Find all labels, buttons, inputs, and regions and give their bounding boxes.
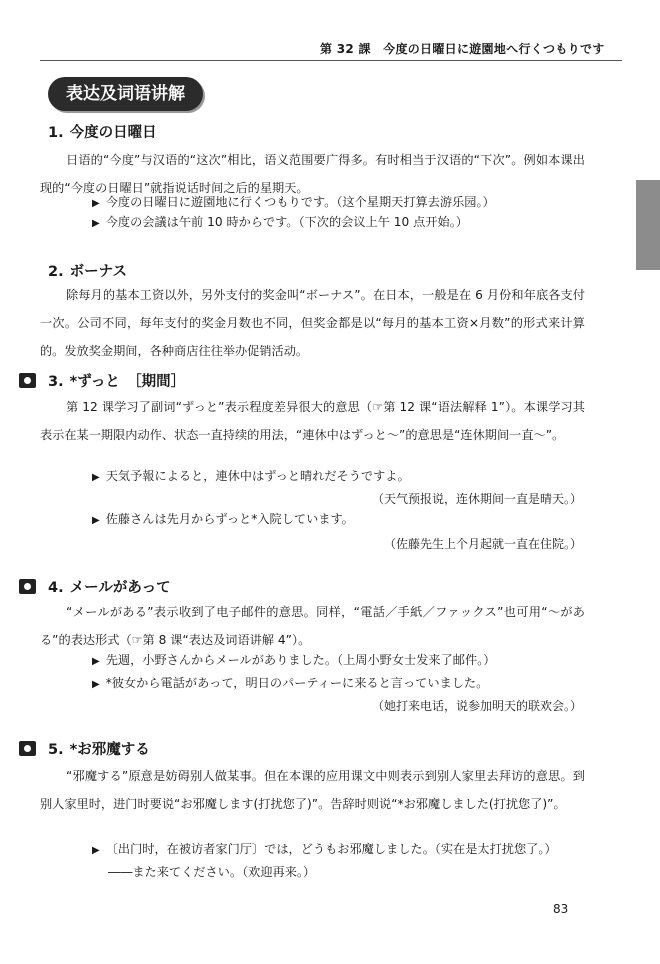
section-2-title: ボーナス: [69, 264, 128, 280]
section-4-title: メールがあって: [69, 580, 171, 596]
bullet-arrow-icon: ▶: [92, 845, 100, 856]
section-1-heading: [48, 121, 157, 142]
translation-3-1: （天气预报说，连休期间一直是晴天。）: [371, 492, 582, 506]
section-4-paragraph: “メールがある”表示收到了电子邮件的意思。同样，“電話／手紙／ファックス”也可用“～がある”的表达形式（☞第 8 课“表达及词语讲解 4”）。: [40, 605, 585, 647]
side-tab: [636, 180, 660, 270]
bullet-arrow-icon: ▶: [92, 515, 100, 526]
section-title: 表达及词语讲解: [48, 77, 203, 111]
example-5-2: ――また来てください。（欢迎再来。）: [108, 865, 316, 879]
bullet-arrow-icon: ▶: [92, 198, 100, 209]
section-3-title: *ずっと ［期間］: [69, 374, 186, 390]
section-3-number: 3.: [48, 374, 64, 390]
section-2-heading: [48, 260, 127, 281]
section-2-paragraph: 除每月的基本工资以外，另外支付的奖金叫“ボーナス”。在日本，一般是在 6 月份和年底各支付一次。公司不同，每年支付的奖金月数也不同，但奖金都是以“每月的基本工资×月数”的形式来计算的。发放奖金期间，各种商店往往举办促销活动。: [40, 288, 585, 358]
section-5-paragraph: “邪魔する”原意是妨碍别人做某事。但在本课的应用课文中则表示到别人家里去拜访的意思。到别人家里时，进门时要说“お邪魔します(打扰您了)”。告辞时则说“*お邪魔しました(打扰您了)”。: [40, 769, 585, 811]
example-3-2: ▶ 佐藤さんは先月からずっと*入院しています。: [92, 512, 354, 526]
section-5-heading: [48, 738, 150, 759]
section-3-paragraph: 第 12 课学习了副词“ずっと”表示程度差异很大的意思（☞第 12 课“语法解释 1”）。本课学习其表示在某一期限内动作、状态一直持续的用法，“連休中はずっと～”的意思是“连休期间一直～”。: [40, 400, 585, 442]
section-5-number: 5.: [48, 742, 64, 758]
cd-audio-icon: [19, 579, 36, 594]
example-4-1: ▶ 先週，小野さんからメールがありました。（上周小野女士发来了邮件。）: [92, 653, 496, 667]
bullet-arrow-icon: ▶: [92, 656, 100, 667]
page-header: 第 32 課 今度の日曜日に遊園地へ行くつもりです: [320, 42, 605, 56]
bullet-arrow-icon: ▶: [92, 472, 100, 483]
header-rule: [40, 60, 622, 61]
bullet-arrow-icon: ▶: [92, 679, 100, 690]
translation-3-2: （佐藤先生上个月起就一直在住院。）: [383, 537, 582, 551]
section-2-number: 2.: [48, 264, 64, 280]
section-1-paragraph: 日语的“今度”与汉语的“这次”相比，语义范围要广得多。有时相当于汉语的“下次”。例如本课出现的“今度の日曜日”就指说话时间之后的星期天。: [40, 153, 585, 195]
bullet-arrow-icon: ▶: [92, 218, 100, 229]
example-1-1: ▶ 今度の日曜日に遊園地に行くつもりです。（这个星期天打算去游乐园。）: [92, 195, 495, 209]
example-3-1: ▶ 天気予報によると，連休中はずっと晴れだそうですよ。: [92, 469, 410, 483]
cd-audio-icon: [19, 373, 36, 388]
section-4-number: 4.: [48, 580, 64, 596]
translation-4-1: （她打来电话，说参加明天的联欢会。）: [371, 699, 582, 713]
section-3-heading: [48, 370, 185, 391]
example-5-1: ▶ 〔出门时，在被访者家门厅〕では，どうもお邪魔しました。（实在是太打扰您了。）: [92, 842, 557, 856]
cd-audio-icon: [19, 741, 36, 756]
page-number: 83: [553, 902, 569, 916]
section-4-heading: [48, 576, 171, 597]
example-1-2: ▶ 今度の会議は午前 10 時からです。（下次的会议上午 10 点开始。）: [92, 215, 468, 229]
example-4-2: ▶ *彼女から電話があって，明日のパーティーに来ると言っていました。: [92, 676, 489, 690]
section-1-title: 今度の日曜日: [69, 125, 157, 141]
section-5-title: *お邪魔する: [69, 742, 150, 758]
section-1-number: 1.: [48, 125, 64, 141]
